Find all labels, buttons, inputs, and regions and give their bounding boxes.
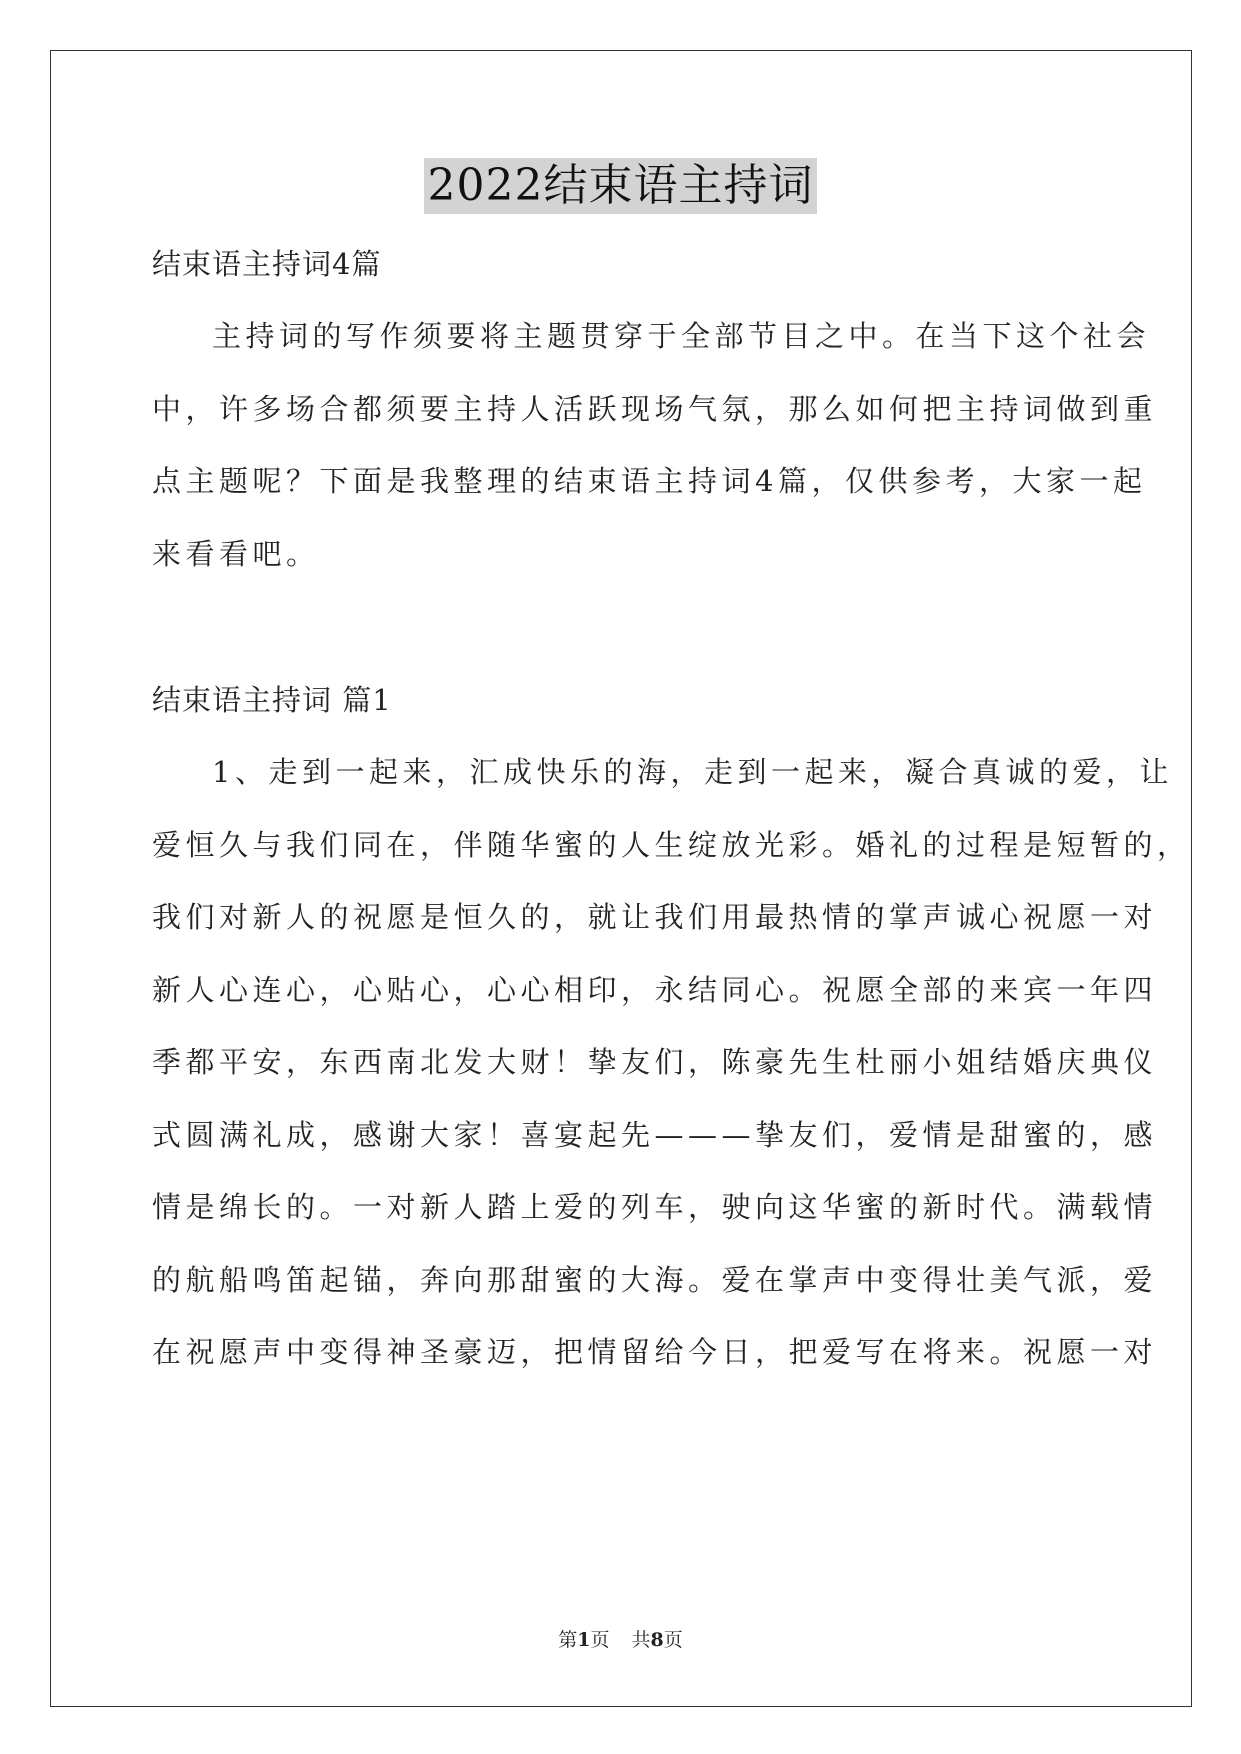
section-line: 在祝愿声中变得神圣豪迈，把情留给今日，把爱写在将来。祝愿一对 — [152, 1335, 1158, 1369]
section-line: 季都平安，东西南北发大财！挚友们，陈豪先生杜丽小姐结婚庆典仪 — [152, 1045, 1158, 1079]
section-line: 新人心连心，心贴心，心心相印，永结同心。祝愿全部的来宾一年四 — [152, 973, 1158, 1007]
document-title: 2022结束语主持词 — [424, 158, 818, 214]
section-line: 情是绵长的。一对新人踏上爱的列车，驶向这华蜜的新时代。满载情 — [152, 1190, 1158, 1224]
total-pages: 8 — [650, 1629, 664, 1651]
section-line: 的航船鸣笛起锚，奔向那甜蜜的大海。爱在掌声中变得壮美气派，爱 — [152, 1263, 1158, 1297]
section-line: 式圆满礼成，感谢大家！喜宴起先———挚友们，爱情是甜蜜的，感 — [152, 1118, 1158, 1152]
intro-line: 主持词的写作须要将主题贯穿于全部节目之中。在当下这个社会 — [212, 319, 1151, 353]
page-suffix: 页 — [590, 1629, 610, 1651]
page-border — [50, 50, 1192, 1707]
intro-line: 中，许多场合都须要主持人活跃现场气氛，那么如何把主持词做到重 — [152, 392, 1158, 426]
title-container — [0, 158, 1241, 214]
total-prefix: 共 — [631, 1629, 651, 1651]
page-footer — [0, 1628, 1241, 1652]
page-prefix: 第 — [558, 1629, 578, 1651]
section-line: 我们对新人的祝愿是恒久的，就让我们用最热情的掌声诚心祝愿一对 — [152, 900, 1158, 934]
section-line: 1、走到一起来，汇成快乐的海，走到一起来，凝合真诚的爱，让 — [212, 755, 1173, 789]
page-number: 1 — [577, 1629, 591, 1651]
section-line: 爱恒久与我们同在，伴随华蜜的人生绽放光彩。婚礼的过程是短暂的， — [152, 828, 1191, 862]
intro-line: 点主题呢？下面是我整理的结束语主持词4篇，仅供参考，大家一起 — [152, 464, 1147, 498]
intro-line: 来看看吧。 — [152, 537, 320, 571]
section-heading: 结束语主持词 篇1 — [152, 683, 392, 717]
document-subtitle: 结束语主持词4篇 — [152, 247, 382, 281]
total-suffix: 页 — [663, 1629, 683, 1651]
